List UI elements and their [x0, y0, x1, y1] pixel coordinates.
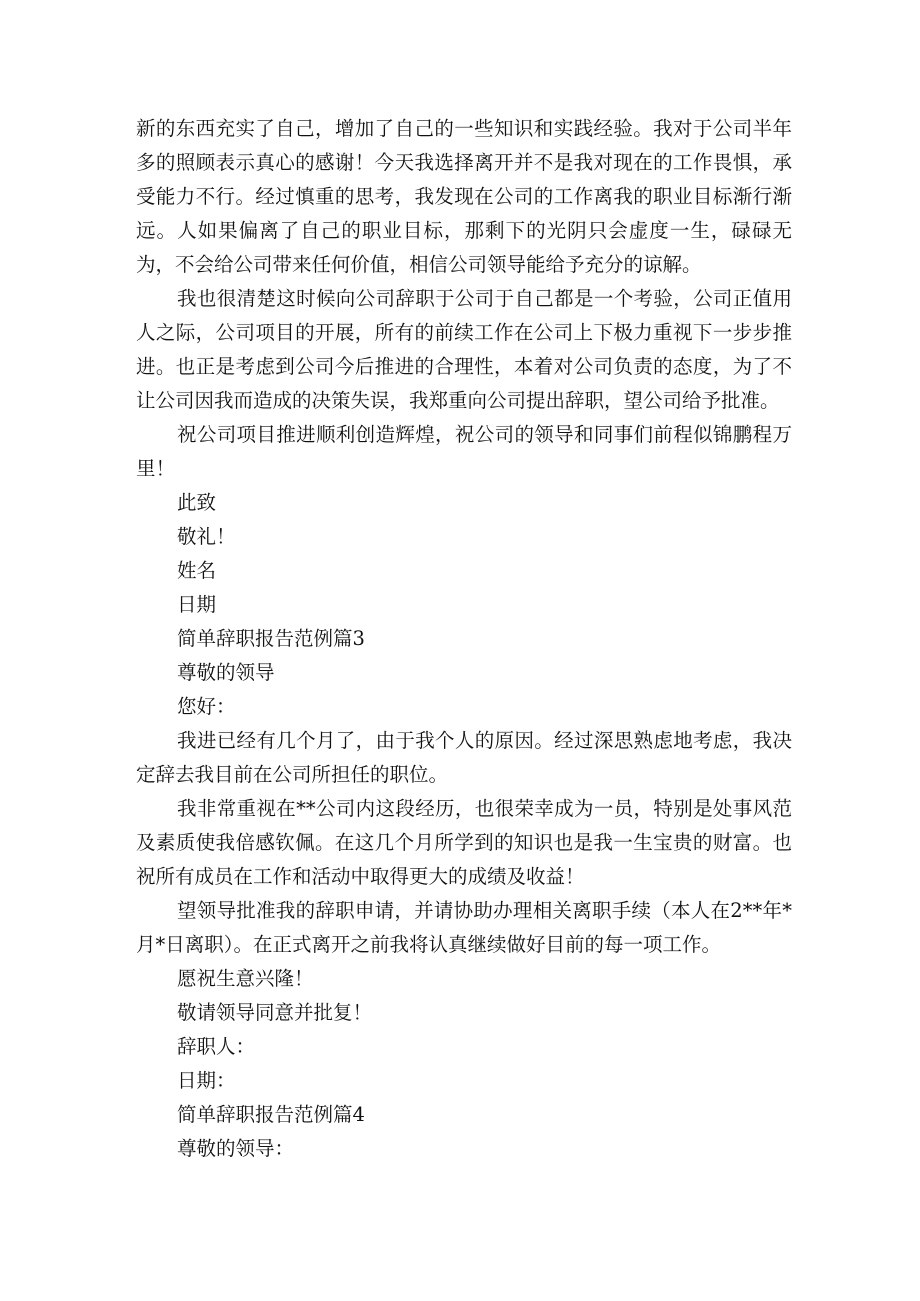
closing-line: 敬请领导同意并批复！ [177, 1001, 373, 1024]
greeting: 您好： [177, 695, 236, 718]
signature-name: 姓名 [177, 559, 217, 582]
body-paragraph: 我也很清楚这时候向公司辞职于公司于自己都是一个考验，公司正值用人之际，公司项目的开展，所有的前续工作在公司上下极力重视下一步步推进。也正是考虑到公司今后推进的合理性，本着对公司负责的态度，为了不让公司因我而造成的决策失误，我郑重向公司提出辞职，望公司给予批准。 [136, 287, 792, 412]
signature-date: 日期： [177, 1069, 236, 1092]
body-paragraph: 望领导批准我的辞职申请，并请协助办理相关离职手续（本人在2**年*月*日离职）。在正式离开之前我将认真继续做好目前的每一项工作。 [136, 899, 792, 956]
section-heading: 简单辞职报告范例篇3 [177, 627, 365, 650]
salutation: 尊敬的领导： [177, 1137, 295, 1160]
closing-line: 此致 [177, 491, 217, 514]
document-body [136, 112, 792, 1166]
body-paragraph: 我进已经有几个月了，由于我个人的原因。经过深思熟虑地考虑，我决定辞去我目前在公司所担任的职位。 [136, 729, 792, 786]
body-paragraph: 新的东西充实了自己，增加了自己的一些知识和实践经验。我对于公司半年多的照顾表示真心的感谢！今天我选择离开并不是我对现在的工作畏惧，承受能力不行。经过慎重的思考，我发现在公司的工作离我的职业目标渐行渐远。人如果偏离了自己的职业目标，那剩下的光阴只会虚度一生，碌碌无为，不会给公司带来任何价值，相信公司领导能给予充分的谅解。 [136, 117, 792, 276]
signature-date: 日期 [177, 593, 217, 616]
closing-line: 愿祝生意兴隆！ [177, 967, 314, 990]
closing-line: 敬礼！ [177, 525, 236, 548]
section-heading: 简单辞职报告范例篇4 [177, 1103, 365, 1126]
body-paragraph: 祝公司项目推进顺利创造辉煌，祝公司的领导和同事们前程似锦鹏程万里！ [136, 423, 792, 480]
salutation: 尊敬的领导 [177, 661, 275, 684]
body-paragraph: 我非常重视在**公司内这段经历，也很荣幸成为一员，特别是处事风范及素质使我倍感钦佩。在这几个月所学到的知识也是我一生宝贵的财富。也祝所有成员在工作和活动中取得更大的成绩及收益！ [136, 797, 792, 888]
signature-name: 辞职人： [177, 1035, 256, 1058]
